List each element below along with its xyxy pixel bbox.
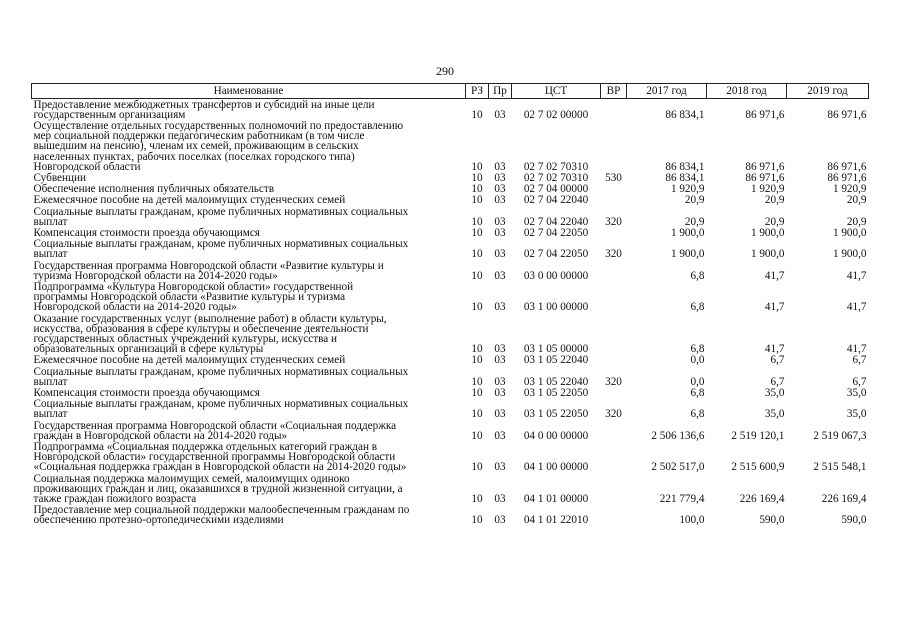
table-row (32, 99, 869, 121)
row-pr: 03 (494, 493, 506, 506)
row-value-2017: 1 900,0 (670, 226, 705, 239)
table-body (32, 99, 869, 527)
row-cst: 03 0 00 00000 (523, 269, 589, 282)
row-rz: 10 (471, 386, 483, 399)
row-value-2019: 1 900,0 (832, 248, 867, 261)
row-cst: 02 7 04 22040 (523, 194, 589, 207)
row-name: Субвенции (33, 171, 86, 184)
row-rz: 10 (471, 269, 483, 282)
row-value-2017: 20,9 (684, 194, 705, 207)
table-row (32, 399, 869, 420)
row-vr: 320 (605, 248, 622, 261)
row-vr (601, 227, 627, 238)
header-vr: ВР (601, 84, 627, 99)
row-value-2018: 20,9 (764, 215, 785, 228)
row-rz: 10 (471, 461, 483, 474)
row-rz: 10 (471, 108, 483, 121)
row-vr (601, 420, 627, 441)
table-row (32, 195, 869, 206)
row-name: Социальные выплаты гражданам, кроме публичных нормативных социальных выплат (33, 238, 409, 261)
row-value-2017: 86 834,1 (665, 160, 705, 173)
row-rz: 10 (471, 226, 483, 239)
table-row (32, 281, 869, 313)
row-value-2018: 86 971,6 (745, 160, 785, 173)
row-rz: 10 (471, 171, 483, 184)
row-value-2019: 6,7 (852, 375, 867, 388)
row-name: Социальные выплаты гражданам, кроме публичных нормативных социальных выплат (33, 398, 409, 421)
row-value-2018: 6,7 (770, 354, 785, 367)
row-value-2017: 100,0 (679, 514, 705, 527)
table-row (32, 387, 869, 398)
row-value-2018: 1 900,0 (750, 226, 785, 239)
row-value-2019: 41,7 (846, 343, 867, 356)
row-value-2017: 2 502 517,0 (651, 461, 705, 474)
row-value-2018: 20,9 (764, 194, 785, 207)
header-pr: Пр (489, 84, 512, 99)
row-pr: 03 (494, 461, 506, 474)
header-2019: 2019 год (787, 84, 869, 99)
table-row (32, 442, 869, 474)
table-row (32, 239, 869, 260)
header-name: Наименование (32, 84, 466, 99)
row-value-2017: 1 920,9 (670, 183, 705, 196)
row-cst: 02 7 04 22040 (523, 215, 589, 228)
row-pr: 03 (494, 408, 506, 421)
row-value-2019: 1 920,9 (832, 183, 867, 196)
row-value-2017: 6,8 (690, 408, 705, 421)
row-pr: 03 (494, 514, 506, 527)
row-value-2018: 35,0 (764, 386, 785, 399)
row-rz: 10 (471, 375, 483, 388)
row-pr: 03 (494, 429, 506, 442)
table-row (32, 206, 869, 227)
row-vr (601, 195, 627, 206)
row-value-2017: 6,8 (690, 343, 705, 356)
row-cst: 02 7 04 22050 (523, 248, 589, 261)
row-vr (601, 473, 627, 505)
row-vr (601, 442, 627, 474)
row-value-2017: 2 506 136,6 (651, 429, 705, 442)
row-pr: 03 (494, 269, 506, 282)
row-pr: 03 (494, 160, 506, 173)
row-value-2017: 6,8 (690, 269, 705, 282)
row-pr: 03 (494, 248, 506, 261)
row-value-2019: 1 900,0 (832, 226, 867, 239)
row-cst: 04 1 01 00000 (523, 493, 589, 506)
row-name: Государственная программа Новгородской области «Социальная поддержка граждан в Новгородской области на 2014-2020 годы» (33, 419, 397, 442)
row-vr (601, 355, 627, 366)
row-value-2018: 41,7 (764, 301, 785, 314)
row-name: Социальные выплаты гражданам, кроме публичных нормативных социальных выплат (33, 205, 409, 228)
row-cst: 03 1 05 00000 (523, 343, 589, 356)
row-pr: 03 (494, 194, 506, 207)
row-value-2019: 86 971,6 (827, 171, 867, 184)
row-value-2019: 35,0 (846, 408, 867, 421)
row-name: Предоставление мер социальной поддержки малообеспеченным гражданам по обеспечению протезно-ортопедическими изделиями (33, 504, 410, 527)
row-cst: 02 7 02 70310 (523, 171, 589, 184)
page-number: 290 (436, 64, 454, 78)
row-name: Предоставление межбюджетных трансфертов и субсидий на иные цели государственным организациям (33, 98, 375, 121)
row-rz: 10 (471, 354, 483, 367)
row-vr (601, 281, 627, 313)
row-cst: 03 1 05 22040 (523, 354, 589, 367)
row-cst: 02 7 02 00000 (523, 108, 589, 121)
row-value-2018: 86 971,6 (745, 108, 785, 121)
row-vr: 320 (605, 375, 622, 388)
header-2017: 2017 год (627, 84, 707, 99)
row-value-2019: 2 519 067,3 (813, 429, 867, 442)
row-rz: 10 (471, 343, 483, 356)
row-value-2019: 41,7 (846, 301, 867, 314)
row-rz: 10 (471, 194, 483, 207)
row-vr: 320 (605, 408, 622, 421)
row-rz: 10 (471, 408, 483, 421)
row-value-2018: 226 169,4 (739, 493, 785, 506)
row-value-2017: 6,8 (690, 386, 705, 399)
row-pr: 03 (494, 386, 506, 399)
row-rz: 10 (471, 301, 483, 314)
row-rz: 10 (471, 160, 483, 173)
row-pr: 03 (494, 108, 506, 121)
table-row (32, 473, 869, 505)
row-vr (601, 313, 627, 355)
row-cst: 03 1 05 22040 (523, 375, 589, 388)
row-name: Подпрограмма «Социальная поддержка отдельных категорий граждан в Новгородской области» государственной программы Новгородской области «Социальная поддержка граждан в Новгородской области на 2014-2020 годы» (33, 441, 407, 474)
row-value-2017: 86 834,1 (665, 108, 705, 121)
row-name: Подпрограмма «Культура Новгородской области» государственной программы Новгородской области «Развитие культуры и туризма Новгородской области на 2014-2020 годы» (33, 280, 354, 314)
row-value-2018: 6,7 (770, 375, 785, 388)
row-rz: 10 (471, 429, 483, 442)
row-value-2018: 35,0 (764, 408, 785, 421)
row-value-2018: 1 920,9 (750, 183, 785, 196)
row-cst: 03 1 05 22050 (523, 386, 589, 399)
row-value-2018: 41,7 (764, 269, 785, 282)
row-cst: 04 1 01 22010 (523, 514, 589, 527)
row-name: Ежемесячное пособие на детей малоимущих студенческих семей (33, 194, 346, 207)
row-cst: 03 1 00 00000 (523, 301, 589, 314)
row-rz: 10 (471, 514, 483, 527)
row-name: Компенсация стоимости проезда обучающимся (33, 386, 260, 399)
row-value-2019: 2 515 548,1 (813, 461, 867, 474)
budget-table (31, 83, 869, 526)
row-pr: 03 (494, 354, 506, 367)
row-vr (601, 387, 627, 398)
row-value-2019: 226 169,4 (821, 493, 867, 506)
row-value-2019: 86 971,6 (827, 160, 867, 173)
row-value-2019: 20,9 (846, 215, 867, 228)
row-name: Обеспечение исполнения публичных обязательств (33, 183, 275, 196)
row-vr (601, 505, 627, 526)
row-vr (601, 99, 627, 121)
row-vr (601, 260, 627, 281)
row-value-2017: 221 779,4 (659, 493, 705, 506)
row-cst: 04 0 00 00000 (523, 429, 589, 442)
row-value-2017: 0,0 (690, 375, 705, 388)
row-name: Компенсация стоимости проезда обучающимся (33, 226, 260, 239)
row-name: Социальные выплаты гражданам, кроме публичных нормативных социальных выплат (33, 365, 409, 388)
row-rz: 10 (471, 493, 483, 506)
row-value-2017: 0,0 (690, 354, 705, 367)
table-row (32, 355, 869, 366)
row-value-2018: 86 971,6 (745, 171, 785, 184)
row-value-2019: 590,0 (841, 514, 867, 527)
table-row (32, 184, 869, 195)
row-vr: 530 (605, 171, 622, 184)
row-value-2019: 20,9 (846, 194, 867, 207)
row-name: Социальная поддержка малоимущих семей, малоимущих одиноко проживающих граждан и лиц, оказавшихся в трудной жизненной ситуации, а также граждан пожилого возраста (33, 472, 403, 506)
row-pr: 03 (494, 301, 506, 314)
row-rz: 10 (471, 183, 483, 196)
row-name: Осуществление отдельных государственных полномочий по предоставлению мер социальной поддержки педагогическим работникам (в том числе вышедшим на пенсию), членам их семей, проживающим в сельских населенных пунктах, рабочих поселках (поселках городского типа) Новгородской области (33, 119, 404, 173)
row-name: Ежемесячное пособие на детей малоимущих студенческих семей (33, 354, 346, 367)
row-pr: 03 (494, 343, 506, 356)
row-value-2019: 86 971,6 (827, 108, 867, 121)
row-vr (601, 184, 627, 195)
row-cst: 03 1 05 22050 (523, 408, 589, 421)
table-row (32, 227, 869, 238)
table-row (32, 172, 869, 183)
row-pr: 03 (494, 171, 506, 184)
header-2018: 2018 год (707, 84, 787, 99)
row-value-2019: 35,0 (846, 386, 867, 399)
header-rz: РЗ (466, 84, 489, 99)
row-name: Оказание государственных услуг (выполнение работ) в области культуры, искусства, образования в сфере культуры и обеспечение деятельности государственных областных учреждений культуры, искусства и образовательных организаций в сфере культуры (33, 312, 387, 356)
row-vr: 320 (605, 215, 622, 228)
table-row (32, 420, 869, 441)
row-value-2017: 86 834,1 (665, 171, 705, 184)
row-value-2017: 20,9 (684, 215, 705, 228)
row-value-2019: 41,7 (846, 269, 867, 282)
row-value-2018: 41,7 (764, 343, 785, 356)
row-value-2017: 1 900,0 (670, 248, 705, 261)
row-cst: 02 7 02 70310 (523, 160, 589, 173)
row-rz: 10 (471, 215, 483, 228)
row-cst: 02 7 04 00000 (523, 183, 589, 196)
row-vr (601, 120, 627, 172)
table-row (32, 120, 869, 172)
row-pr: 03 (494, 226, 506, 239)
header-row (32, 84, 869, 99)
table-row (32, 313, 869, 355)
row-cst: 02 7 04 22050 (523, 226, 589, 239)
header-cst: ЦСТ (512, 84, 601, 99)
row-name: Государственная программа Новгородской области «Развитие культуры и туризма Новгородской области на 2014-2020 годы» (33, 259, 384, 282)
table-row (32, 260, 869, 281)
table-row (32, 366, 869, 387)
row-value-2018: 2 515 600,9 (731, 461, 785, 474)
row-value-2017: 6,8 (690, 301, 705, 314)
row-rz: 10 (471, 248, 483, 261)
row-pr: 03 (494, 215, 506, 228)
row-value-2019: 6,7 (852, 354, 867, 367)
row-cst: 04 1 00 00000 (523, 461, 589, 474)
row-value-2018: 1 900,0 (750, 248, 785, 261)
table-row (32, 505, 869, 526)
row-value-2018: 590,0 (759, 514, 785, 527)
row-pr: 03 (494, 183, 506, 196)
row-value-2018: 2 519 120,1 (731, 429, 785, 442)
row-pr: 03 (494, 375, 506, 388)
